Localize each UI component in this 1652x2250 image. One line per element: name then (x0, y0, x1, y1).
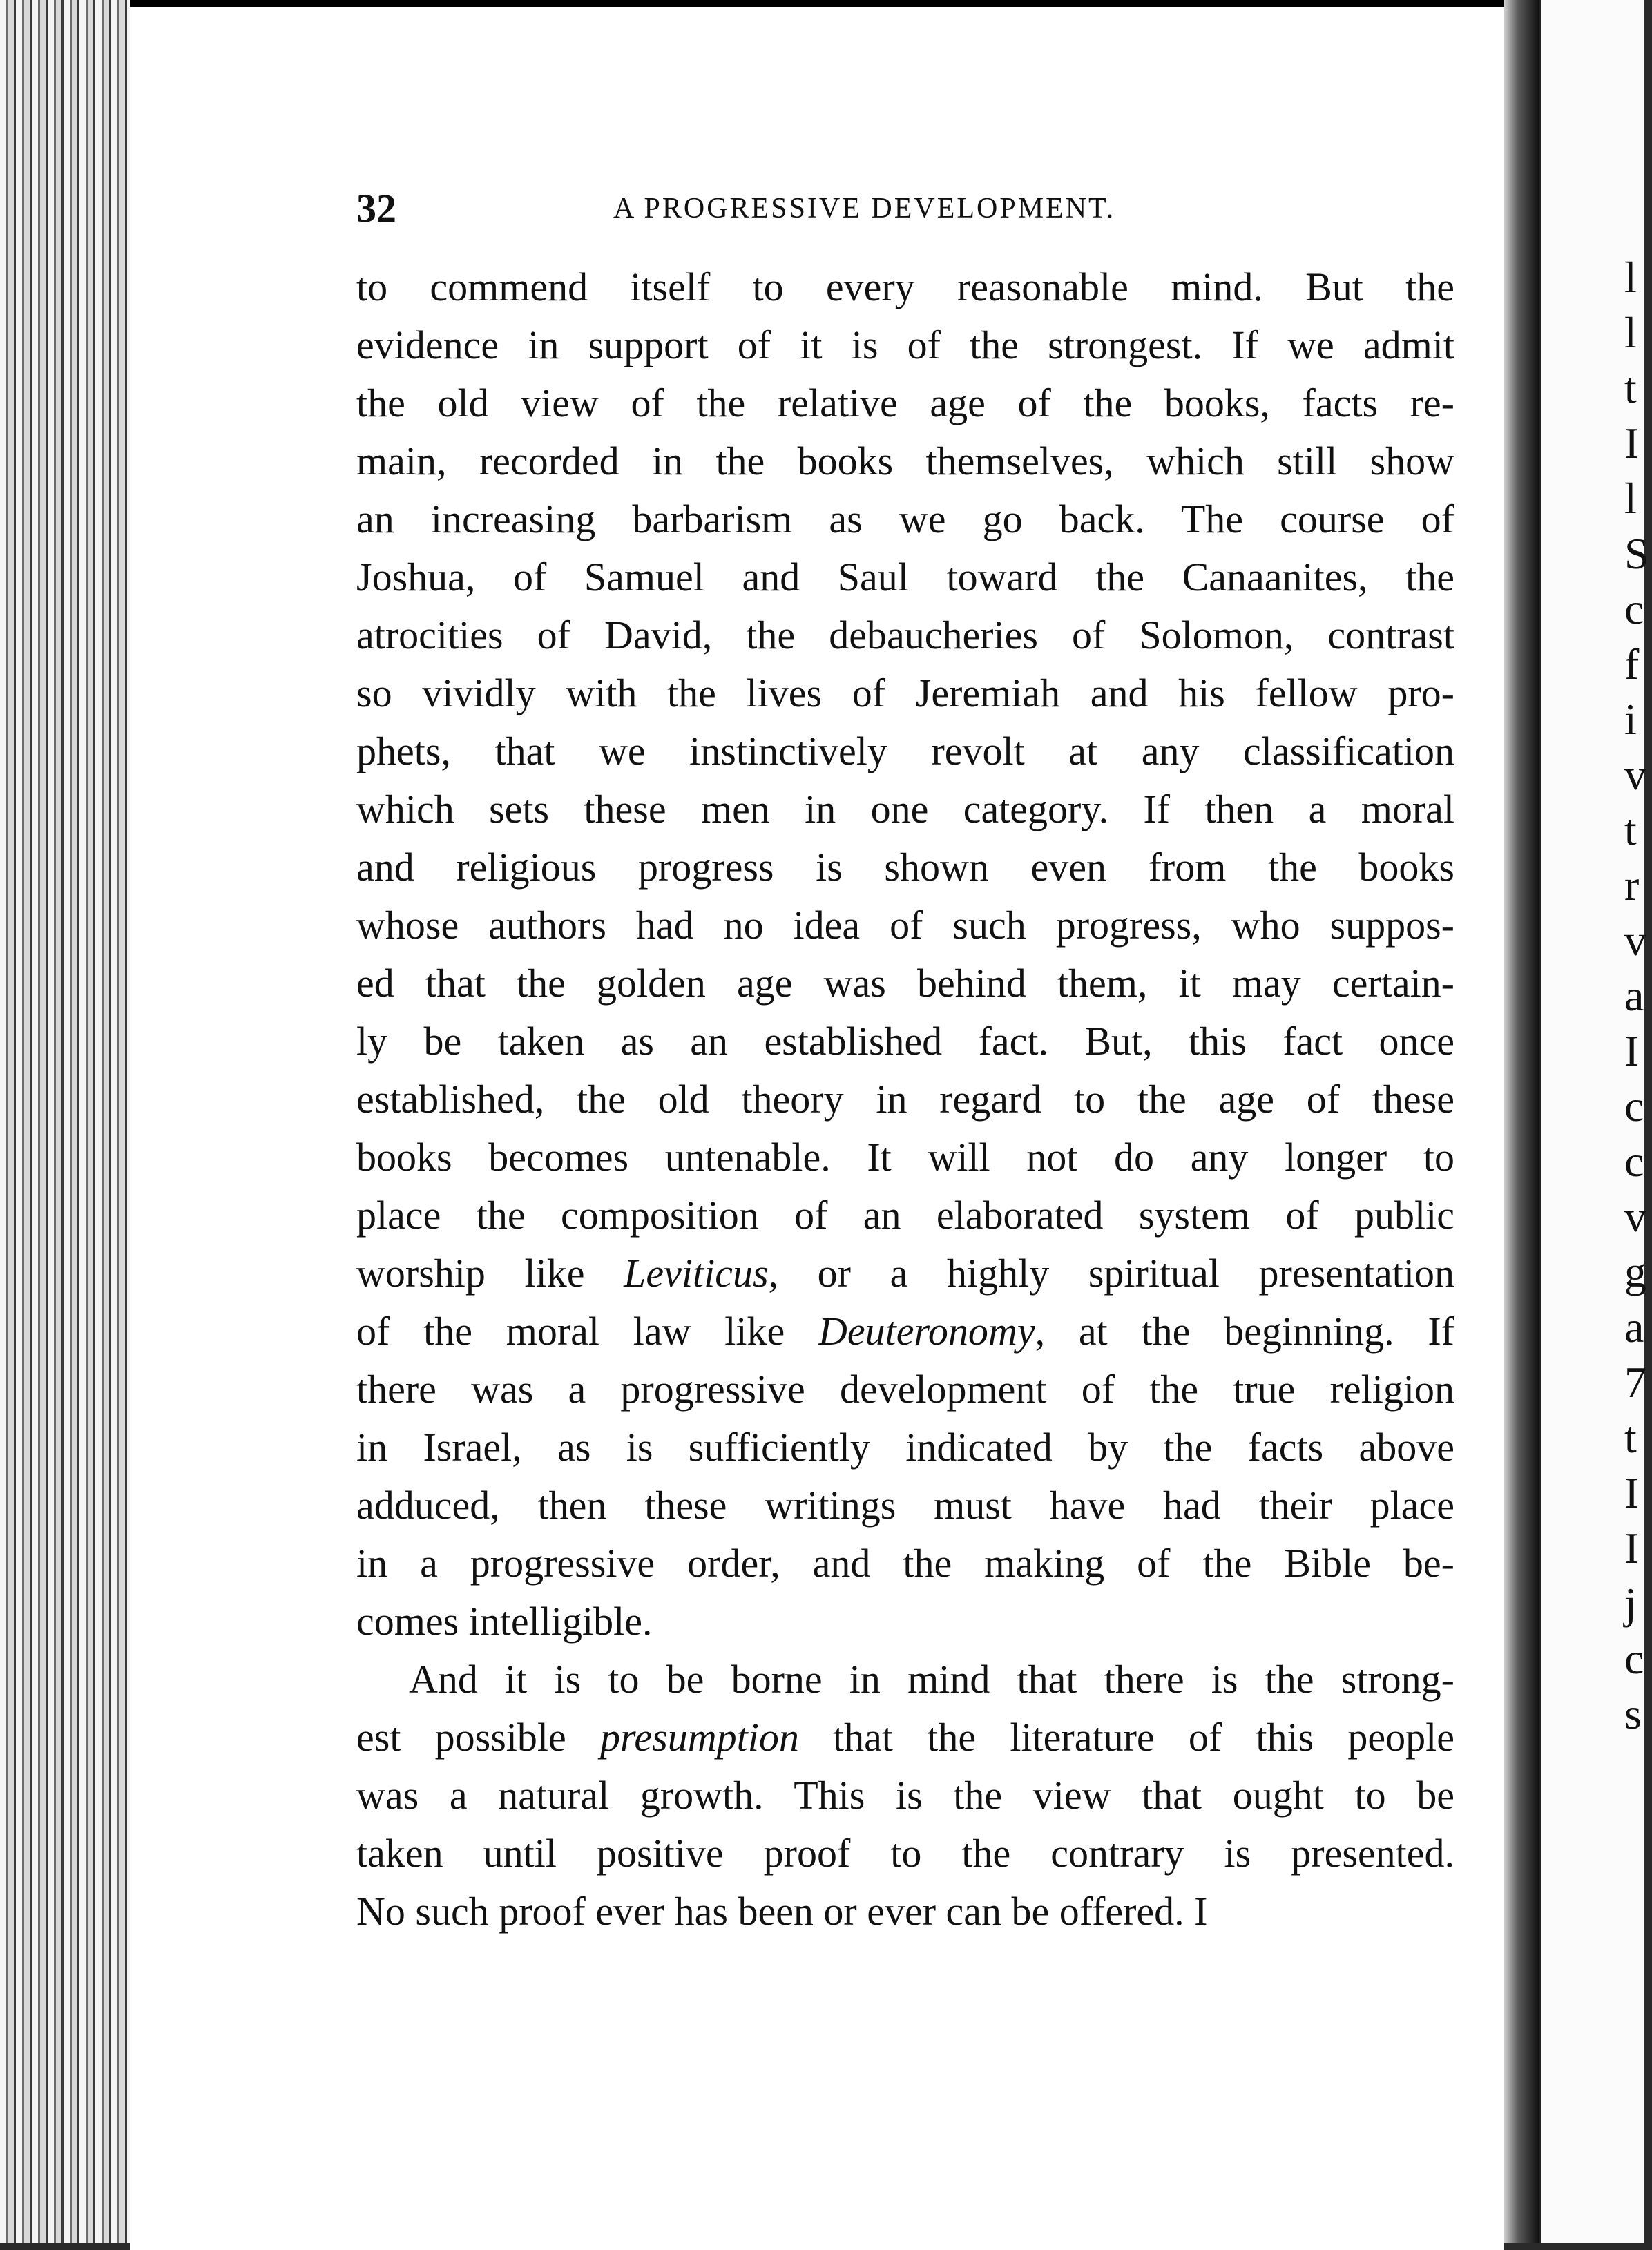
italic-title: Deuteronomy (818, 1309, 1035, 1354)
italic-title: presumption (599, 1715, 799, 1760)
facing-page-letter: c (1624, 1137, 1644, 1186)
text-segment: Joshua, of Samuel and Saul toward the Canaanites, the (356, 555, 1454, 599)
text-segment: established, the old theory in regard to the age of these (356, 1077, 1454, 1122)
text-segment: which sets these men in one category. If then a moral (356, 787, 1454, 831)
italic-title: Leviticus (624, 1251, 769, 1296)
text-line (356, 722, 1454, 780)
text-line (356, 606, 1454, 664)
facing-page-letter: t (1624, 363, 1637, 412)
text-line (356, 1302, 1454, 1360)
facing-page-letter: l (1624, 308, 1637, 357)
text-line (356, 1767, 1454, 1825)
facing-page-letter: c (1624, 1634, 1644, 1683)
facing-page-letter: a (1624, 971, 1644, 1020)
facing-page-letter: c (1624, 1081, 1644, 1131)
text-line (356, 432, 1454, 490)
text-segment: est possible (356, 1715, 600, 1760)
text-segment: whose authors had no idea of such progress, who suppos- (356, 903, 1454, 948)
text-segment: of the moral law like (356, 1309, 819, 1354)
facing-page-letter: I (1624, 1468, 1640, 1517)
text-line (356, 1477, 1454, 1535)
text-segment: the old view of the relative age of the books, facts re- (356, 381, 1454, 425)
text-segment: , at the beginning. If (1035, 1309, 1454, 1354)
text-segment: main, recorded in the books themselves, which still show (356, 439, 1454, 483)
body-text (356, 258, 1454, 1941)
facing-page-letter: v (1624, 750, 1646, 799)
text-segment: phets, that we instinctively revolt at any classification (356, 729, 1454, 773)
text-line (356, 664, 1454, 722)
page-header (356, 185, 1196, 240)
text-segment: to commend itself to every reasonable mind. But the (356, 265, 1454, 309)
facing-page-letter: c (1624, 584, 1644, 633)
facing-page-letter: I (1624, 1026, 1640, 1075)
text-segment: place the composition of an elaborated system of public (356, 1193, 1454, 1238)
text-line (356, 374, 1454, 432)
text-line (356, 316, 1454, 374)
facing-page-letter: s (1624, 1689, 1642, 1738)
text-line (356, 1128, 1454, 1186)
text-segment: , or a highly spiritual presentation (768, 1251, 1454, 1296)
text-line (356, 1244, 1454, 1302)
text-line (356, 1825, 1454, 1883)
text-line (356, 1651, 1454, 1709)
facing-page-letter: f (1624, 640, 1640, 689)
text-line (356, 1535, 1454, 1593)
text-line (356, 1883, 1454, 1941)
paragraph-2 (356, 1651, 1454, 1941)
facing-page-letter: r (1624, 860, 1640, 910)
text-segment: No such proof ever has been or ever can be offered. I (356, 1889, 1208, 1934)
text-segment: in a progressive order, and the making of the Bible be- (356, 1541, 1454, 1586)
text-segment: ly be taken as an established fact. But, this fact once (356, 1019, 1454, 1064)
text-segment: taken until positive proof to the contrary is presented. (356, 1831, 1454, 1876)
text-line (356, 548, 1454, 606)
facing-page-letter: a (1624, 1302, 1644, 1352)
text-segment: books becomes untenable. It will not do any longer to (356, 1135, 1454, 1180)
facing-page-letter: t (1624, 805, 1637, 854)
book-gutter-edge (0, 0, 131, 2243)
text-segment: so vividly with the lives of Jeremiah and his fellow pro- (356, 671, 1454, 715)
facing-page-letter: v (1624, 916, 1646, 965)
text-segment: was a natural growth. This is the view that ought to be (356, 1773, 1454, 1818)
facing-page-letter: l (1624, 474, 1637, 523)
text-segment: there was a progressive development of the true religion (356, 1367, 1454, 1412)
text-line (356, 1012, 1454, 1070)
text-line (356, 1593, 1454, 1651)
page-fold-shadow (1504, 0, 1539, 2243)
text-segment: evidence in support of it is of the strongest. If we admit (356, 323, 1454, 367)
text-segment: in Israel, as is sufficiently indicated by the facts above (356, 1425, 1454, 1470)
text-segment: atrocities of David, the debaucheries of Solomon, contrast (356, 613, 1454, 657)
facing-page-letter: S (1624, 529, 1649, 578)
paragraph-1 (356, 258, 1454, 1651)
text-line (356, 258, 1454, 316)
text-segment: an increasing barbarism as we go back. The course of (356, 497, 1454, 541)
text-segment: that the literature of this people (798, 1715, 1455, 1760)
text-segment: And it is to be borne in mind that there is the strong- (409, 1657, 1454, 1702)
text-segment: worship like (356, 1251, 624, 1296)
text-line (356, 954, 1454, 1012)
text-segment: and religious progress is shown even from the books (356, 845, 1454, 890)
text-line (356, 838, 1454, 896)
facing-page-letter: I (1624, 1523, 1640, 1573)
text-segment: adduced, then these writings must have had their place (356, 1483, 1454, 1528)
facing-page-letter: 7 (1624, 1358, 1646, 1407)
facing-page-letter: I (1624, 419, 1640, 468)
facing-page-letter: l (1624, 253, 1637, 302)
text-segment: comes intelligible. (356, 1599, 653, 1644)
page-number: 32 (356, 186, 396, 231)
text-line (356, 490, 1454, 548)
running-head: A PROGRESSIVE DEVELOPMENT. (613, 193, 1116, 224)
text-line (356, 1419, 1454, 1477)
text-line (356, 896, 1454, 954)
text-line (356, 1360, 1454, 1419)
text-segment: ed that the golden age was behind them, it may certain- (356, 961, 1454, 1006)
facing-page-letter: g (1624, 1247, 1646, 1296)
text-line (356, 1709, 1454, 1767)
facing-page-letter: i (1624, 695, 1637, 744)
text-line (356, 780, 1454, 838)
text-line (356, 1070, 1454, 1128)
text-line (356, 1186, 1454, 1244)
facing-page-letter: t (1624, 1413, 1637, 1462)
facing-page-letter: v (1624, 1192, 1646, 1241)
facing-page-letter: j (1624, 1579, 1637, 1628)
